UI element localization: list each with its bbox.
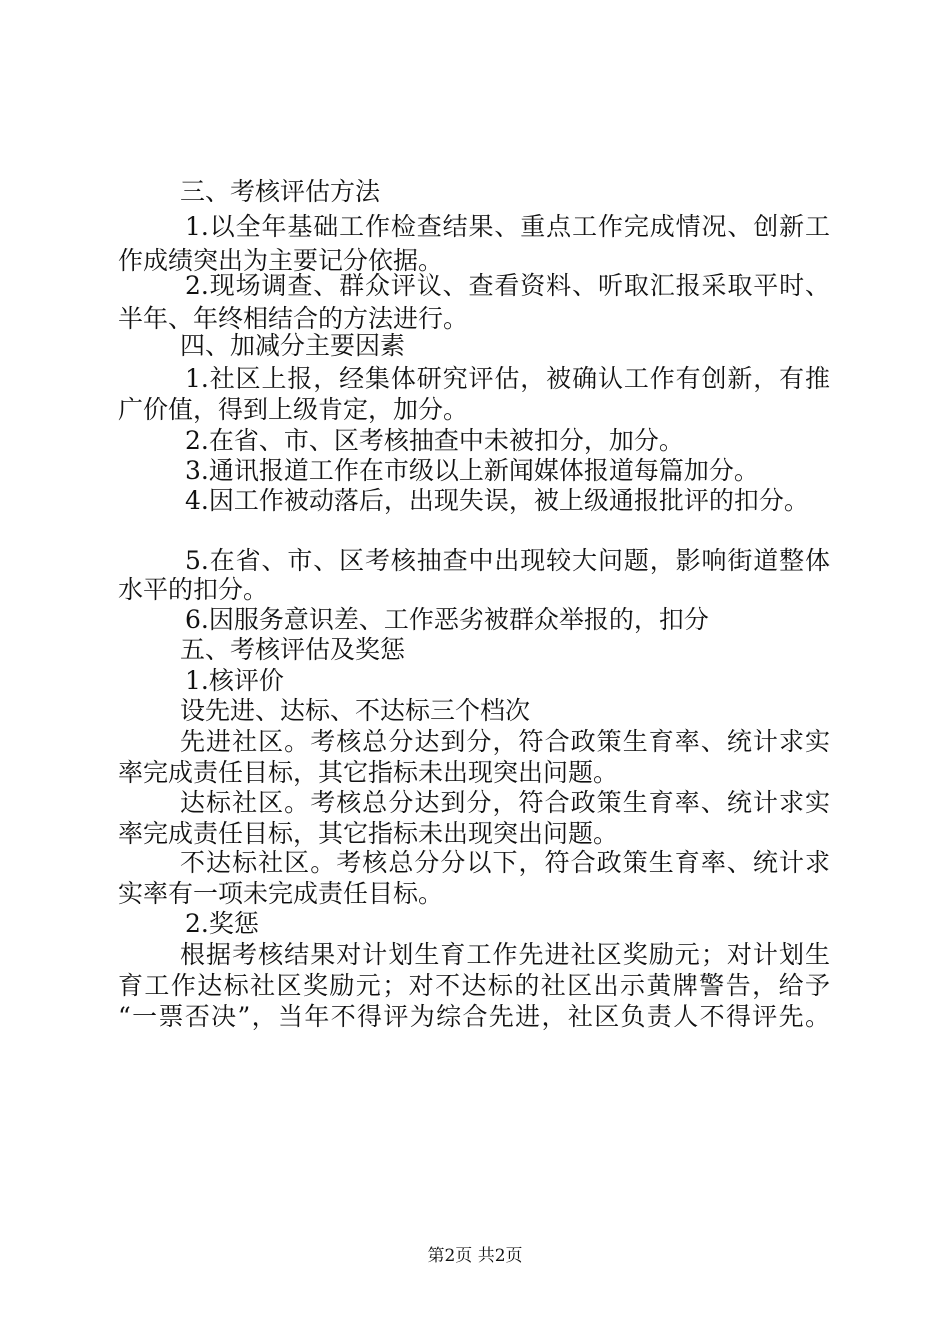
paragraph-line: 不达标社区。考核总分分以下，符合政策生育率、统计求 [180,848,830,877]
subsection-heading: 2.奖惩 [185,909,259,938]
paragraph-line: 2.现场调查、群众评议、查看资料、听取汇报采取平时、 [185,271,830,300]
paragraph-line: 设先进、达标、不达标三个档次 [180,696,531,725]
paragraph-line: 根据考核结果对计划生育工作先进社区奖励元；对计划生 [180,940,830,969]
paragraph-line: 作成绩突出为主要记分依据。 [118,246,444,275]
section-heading-5: 五、考核评估及奖惩 [180,635,406,664]
paragraph-line: 3.通讯报道工作在市级以上新闻媒体报道每篇加分。 [185,456,759,485]
paragraph-line: 实率有一项未完成责任目标。 [118,879,444,908]
paragraph-line: 1.以全年基础工作检查结果、重点工作完成情况、创新工 [185,212,830,241]
paragraph-line: 半年、年终相结合的方法进行。 [118,304,469,333]
section-heading-4: 四、加减分主要因素 [180,331,406,360]
paragraph-line: 6.因服务意识差、工作恶劣被群众举报的，扣分 [185,605,709,634]
paragraph-line: 广价值，得到上级肯定，加分。 [118,395,469,424]
paragraph-line: 4.因工作被动落后，出现失误，被上级通报批评的扣分。 [185,486,809,515]
paragraph-line: 水平的扣分。 [118,575,269,604]
section-heading-3: 三、考核评估方法 [180,177,381,206]
paragraph-line: 率完成责任目标，其它指标未出现突出问题。 [118,758,619,787]
paragraph-line: 1.社区上报，经集体研究评估，被确认工作有创新，有推 [185,364,830,393]
paragraph-line: 2.在省、市、区考核抽查中未被扣分，加分。 [185,426,684,455]
paragraph-line: 5.在省、市、区考核抽查中出现较大问题，影响街道整体 [185,546,830,575]
subsection-heading: 1.核评价 [185,666,284,695]
paragraph-line: “一票否决”，当年不得评为综合先进，社区负责人不得评先。 [118,1002,830,1031]
paragraph-line: 达标社区。考核总分达到分，符合政策生育率、统计求实 [180,788,830,817]
paragraph-line: 先进社区。考核总分达到分，符合政策生育率、统计求实 [180,727,830,756]
paragraph-line: 率完成责任目标，其它指标未出现突出问题。 [118,819,619,848]
page-footer: 第2页 共2页 [427,1246,523,1266]
paragraph-line: 育工作达标社区奖励元；对不达标的社区出示黄牌警告，给予 [118,971,830,1000]
